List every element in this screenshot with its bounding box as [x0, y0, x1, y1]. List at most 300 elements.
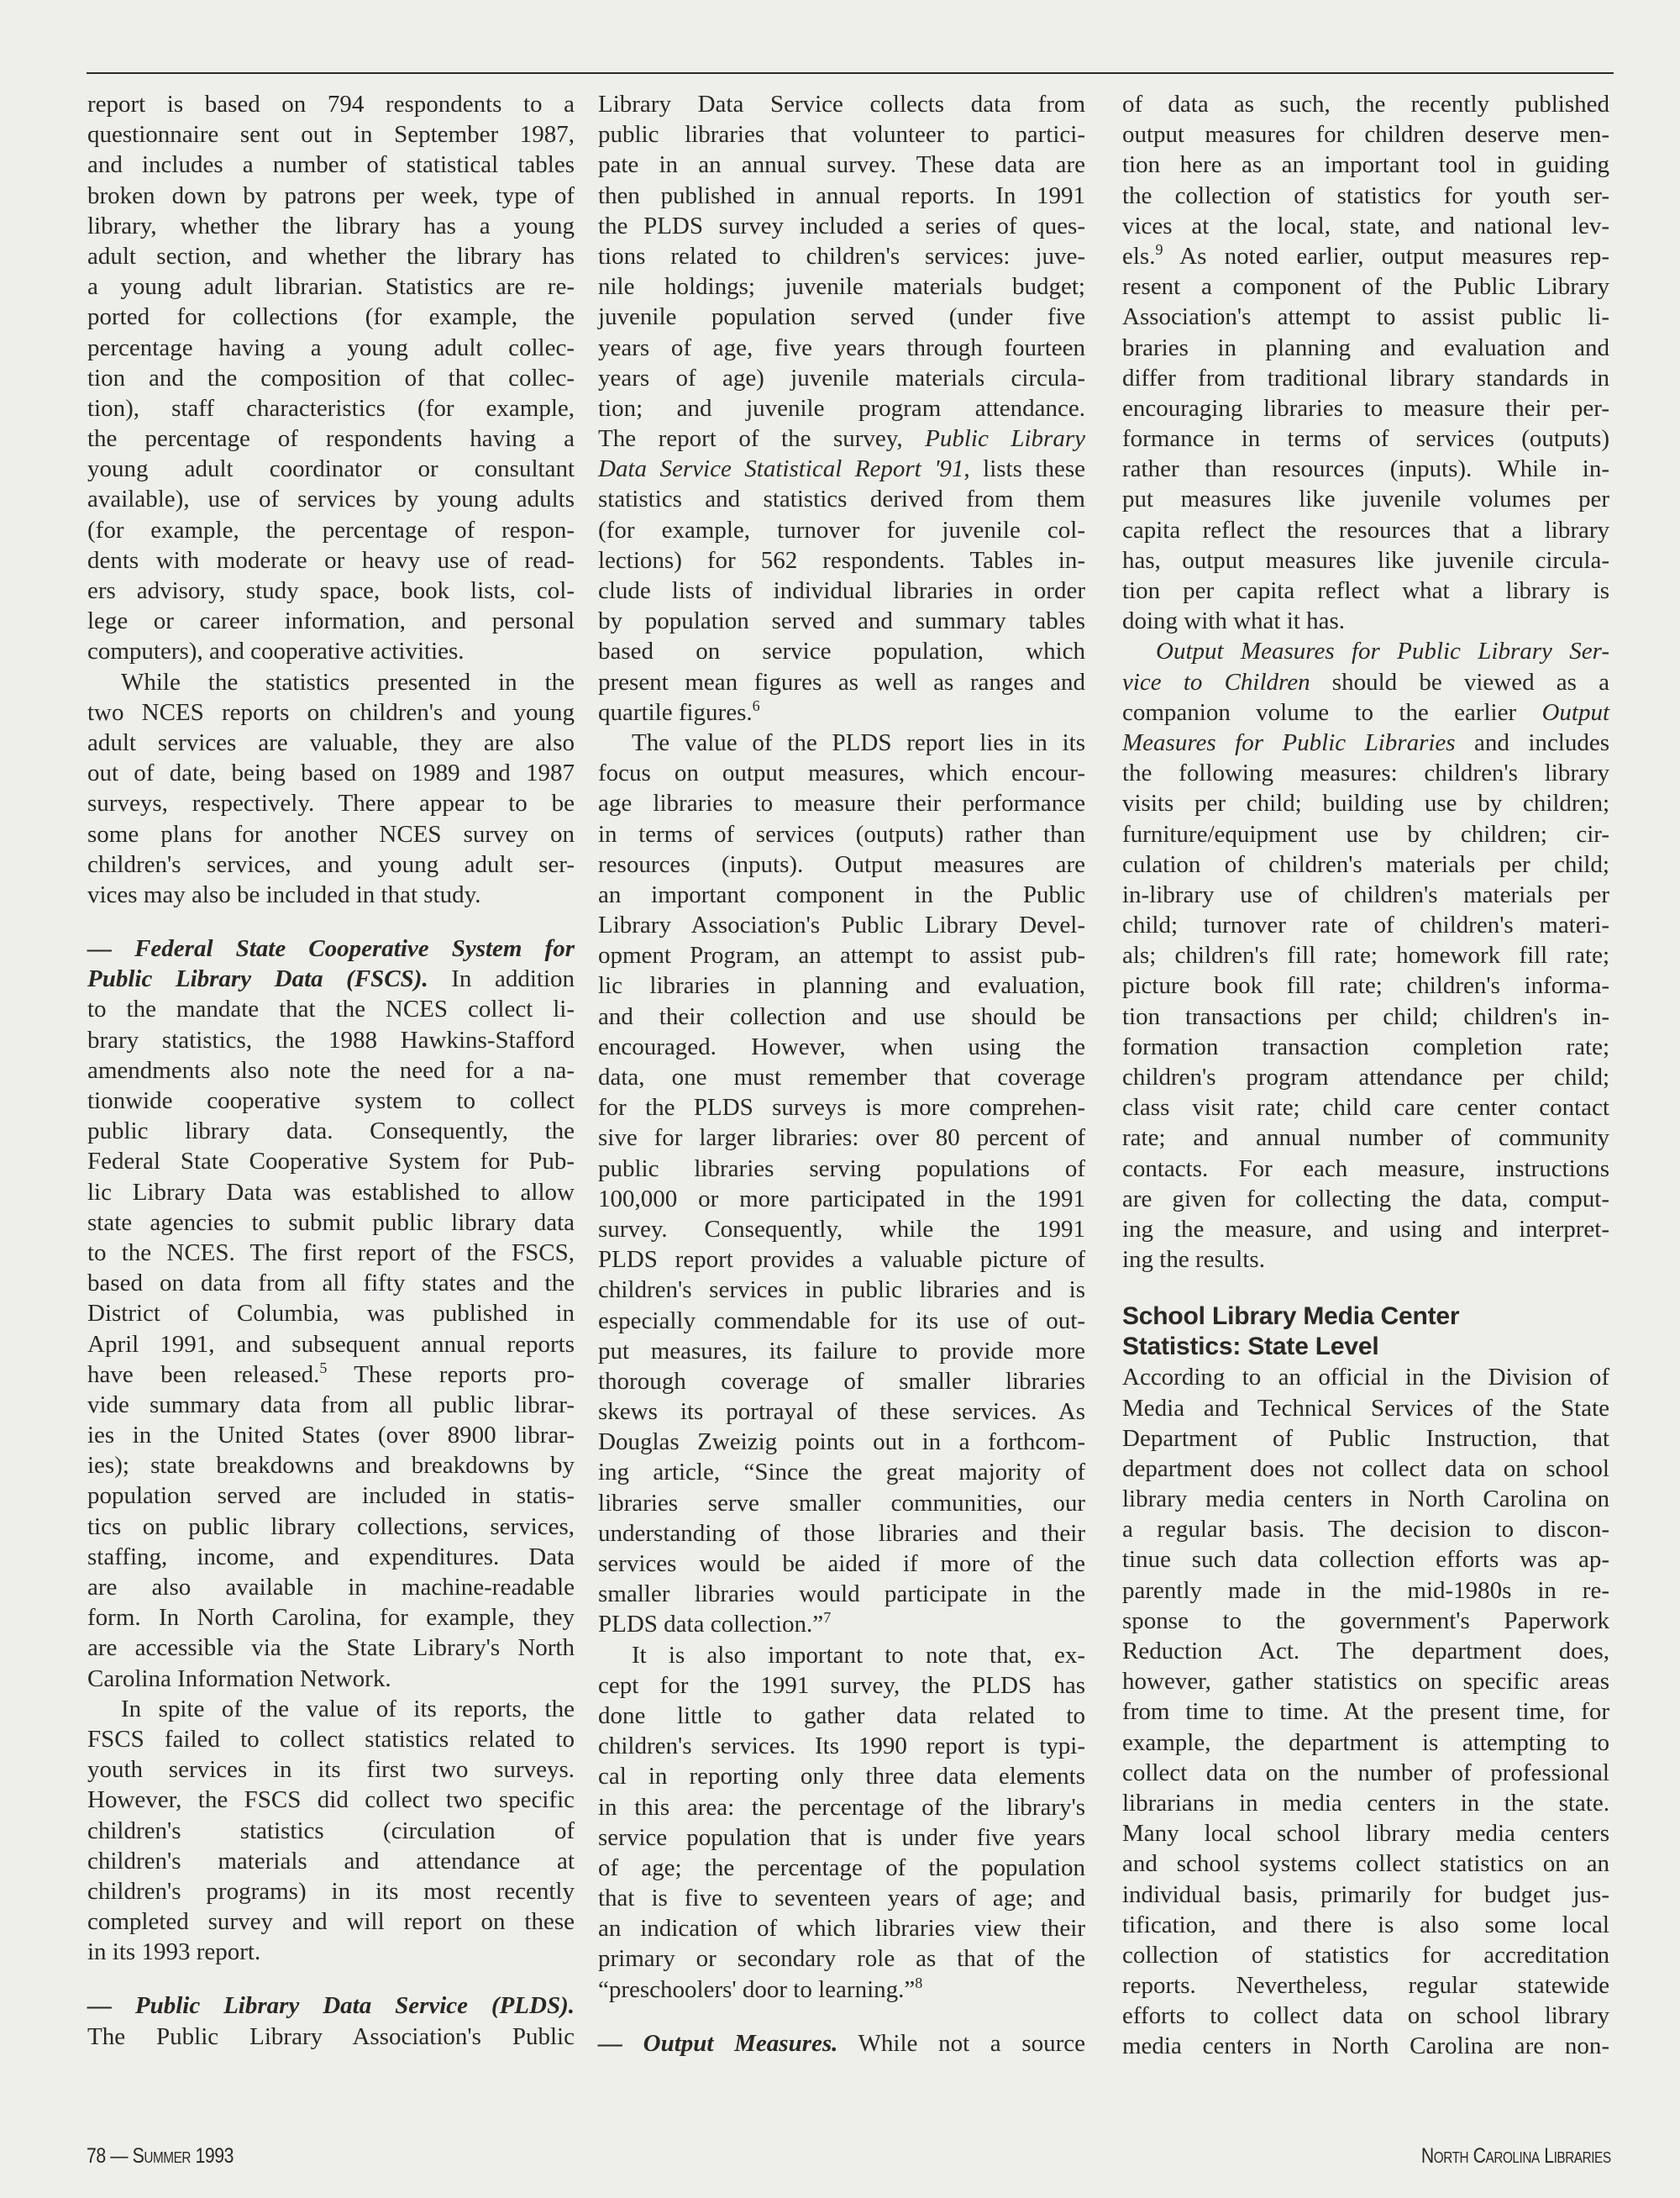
text-line — [87, 788, 575, 818]
text-line — [1122, 2031, 1609, 2061]
text-line — [1122, 181, 1609, 211]
body-text: done little to gather data related to — [598, 1701, 1085, 1729]
body-text: are also available in machine-readable — [87, 1574, 575, 1601]
body-text: adult section, and whether the library has — [87, 242, 575, 270]
body-text: In addition — [428, 965, 575, 993]
text-line — [1122, 1362, 1609, 1392]
body-text: form. In North Carolina, for example, they — [87, 1604, 575, 1632]
body-text: ported for collections (for example, the — [87, 303, 575, 331]
body-text: Media and Technical Services of the State — [1122, 1394, 1609, 1422]
text-line — [1122, 241, 1609, 271]
text-line — [598, 1488, 1085, 1518]
body-text: juvenile population served (under five — [598, 303, 1085, 331]
body-text: PLDS data collection.” — [598, 1611, 824, 1638]
body-text: age libraries to measure their performance — [598, 790, 1085, 818]
body-text: librarians in media centers in the state. — [1122, 1789, 1609, 1817]
text-line — [87, 484, 575, 514]
body-text: data, one must remember that coverage — [598, 1064, 1085, 1091]
body-text: are given for collecting the data, comput- — [1122, 1185, 1609, 1212]
body-text: and includes — [1455, 728, 1610, 756]
body-text: children's services. Its 1990 report is typi- — [598, 1733, 1085, 1760]
text-line — [87, 1146, 575, 1176]
body-text: resent a component of the Public Library — [1122, 273, 1609, 301]
text-line — [598, 1123, 1085, 1153]
body-text: report is based on 794 respondents to a — [87, 91, 575, 118]
body-text: an important component in the Public — [598, 881, 1085, 908]
footer-page-issue: 78 — Summer 1993 — [87, 2144, 234, 2168]
text-line — [598, 940, 1085, 970]
text-line — [598, 393, 1085, 423]
text-line — [1122, 1696, 1609, 1727]
top-rule — [87, 72, 1614, 74]
paragraph — [1122, 636, 1609, 1275]
body-text: public libraries that volunteer to partici- — [598, 121, 1085, 149]
body-text: differ from traditional library standards in — [1122, 364, 1609, 392]
footnote-reference: 8 — [915, 1974, 923, 1991]
body-text: encouraged. However, when using the — [598, 1033, 1085, 1060]
body-text: tion; and juvenile program attendance. — [598, 394, 1085, 422]
body-text: services would be aided if more of the — [598, 1550, 1085, 1577]
italic-text: Measures for Public Libraries — [1122, 728, 1456, 756]
text-column-3 — [1122, 89, 1609, 2062]
text-line — [87, 636, 575, 666]
body-text: children's materials and attendance at — [87, 1847, 575, 1875]
body-text: Federal State Cooperative System for Pub- — [87, 1148, 575, 1175]
text-line — [598, 181, 1085, 211]
body-text: rather than resources (inputs). While in- — [1122, 455, 1609, 483]
body-text: The report of the survey, — [598, 425, 926, 453]
bold-italic-heading: — Public Library Data Service (PLDS). — [87, 1992, 575, 2020]
text-line — [598, 970, 1085, 1001]
body-text: library media centers in North Carolina on — [1122, 1485, 1609, 1513]
text-line — [87, 667, 575, 697]
text-line — [87, 728, 575, 758]
text-line — [87, 1816, 575, 1846]
body-text: an indication of which libraries view their — [598, 1915, 1085, 1943]
text-line — [87, 1785, 575, 1815]
bold-italic-heading: — Federal State Cooperative System for — [87, 935, 575, 963]
body-text: years of age) juvenile materials circula- — [598, 364, 1085, 392]
section-heading-line: School Library Media Center — [1122, 1302, 1460, 1331]
text-line — [87, 545, 575, 576]
text-line — [598, 454, 1085, 484]
footnote-reference: 5 — [319, 1359, 328, 1376]
body-text: are accessible via the State Library's North — [87, 1634, 575, 1662]
text-line — [598, 1032, 1085, 1062]
text-line — [87, 1602, 575, 1633]
italic-text: Output — [1541, 698, 1609, 726]
text-line — [87, 1238, 575, 1268]
text-line — [87, 1937, 575, 1967]
paragraph — [87, 1694, 575, 1968]
body-text: thorough coverage of smaller libraries — [598, 1367, 1085, 1395]
text-line — [598, 788, 1085, 818]
text-line — [87, 454, 575, 484]
body-text: As noted earlier, output measures rep- — [1163, 242, 1609, 270]
body-text: tion transactions per child; children's in- — [1122, 1002, 1609, 1030]
text-line — [87, 964, 575, 994]
text-line — [1122, 1575, 1609, 1606]
body-text: Library Data Service collects data from — [598, 91, 1085, 118]
text-line — [87, 933, 575, 964]
body-text: out of date, being based on 1989 and 1987 — [87, 760, 575, 787]
body-text: of data as such, the recently published — [1122, 91, 1609, 118]
text-line — [598, 150, 1085, 180]
italic-text: Data Service Statistical Report '91 — [598, 455, 964, 483]
body-text: adult services are valuable, they are also — [87, 728, 575, 756]
body-text: lege or career information, and personal — [87, 607, 575, 635]
text-line — [598, 910, 1085, 940]
paragraph — [1122, 1362, 1609, 2061]
body-text: years of age, five years through fourteen — [598, 334, 1085, 361]
body-text: survey. Consequently, while the 1991 — [598, 1215, 1085, 1243]
body-text: that is five to seventeen years of age; and — [598, 1885, 1085, 1912]
text-line — [598, 484, 1085, 514]
italic-text: vice to Children — [1122, 668, 1310, 696]
body-text: vices at the local, state, and national lev- — [1122, 212, 1609, 239]
text-line — [87, 1542, 575, 1572]
text-line — [1122, 1393, 1609, 1423]
body-text: lic Library Data was established to allow — [87, 1178, 575, 1206]
body-text: the collection of statistics for youth ser- — [1122, 181, 1609, 209]
body-text: population served are included in statis- — [87, 1482, 575, 1510]
body-text: and includes a number of statistical tables — [87, 151, 575, 179]
text-line — [87, 1329, 575, 1359]
body-text: available), use of services by young adults — [87, 486, 575, 513]
text-line — [598, 1275, 1085, 1305]
body-text: efforts to collect data on school library — [1122, 2002, 1609, 2030]
body-text: Many local school library media centers — [1122, 1820, 1609, 1848]
text-line — [1122, 1910, 1609, 1940]
text-line — [87, 1633, 575, 1663]
text-line — [598, 515, 1085, 545]
body-text: quartile figures. — [598, 698, 753, 726]
text-line — [1122, 1184, 1609, 1214]
body-text: percentage having a young adult collec- — [87, 334, 575, 361]
footnote-reference: 9 — [1155, 240, 1163, 258]
text-line — [1122, 1423, 1609, 1454]
text-line — [1122, 910, 1609, 940]
body-text: While not a source — [837, 2029, 1086, 2057]
body-text: pate in an annual survey. These data are — [598, 151, 1085, 179]
body-text: ies in the United States (over 8900 librar- — [87, 1422, 575, 1449]
text-line — [1122, 484, 1609, 514]
text-line — [1122, 880, 1609, 910]
text-line — [87, 1055, 575, 1086]
body-text: ing the results. — [1122, 1246, 1265, 1274]
body-text: furniture/equipment use by children; cir- — [1122, 820, 1609, 848]
bold-italic-heading: Public Library Data (FSCS). — [87, 965, 428, 993]
text-line — [87, 271, 575, 302]
body-text: questionnaire sent out in September 1987, — [87, 121, 575, 149]
text-line — [1122, 363, 1609, 393]
body-text: According to an official in the Division of — [1122, 1364, 1609, 1391]
body-text: two NCES reports on children's and young — [87, 698, 575, 726]
body-text: companion volume to the earlier — [1122, 698, 1542, 726]
body-text: Department of Public Instruction, that — [1122, 1424, 1609, 1452]
body-text: lections) for 562 respondents. Tables in- — [598, 546, 1085, 574]
body-text: collection of statistics for accreditation — [1122, 1941, 1609, 1969]
text-line — [1122, 1758, 1609, 1788]
text-line — [598, 1214, 1085, 1244]
text-line — [1122, 636, 1609, 666]
text-line — [1122, 940, 1609, 970]
body-text: These reports pro- — [327, 1360, 575, 1388]
text-line — [1122, 1244, 1609, 1275]
text-line — [87, 119, 575, 150]
italic-text: Public Library — [925, 425, 1085, 453]
body-text: and their collection and use should be — [598, 1002, 1085, 1030]
body-text: put measures like juvenile volumes per — [1122, 486, 1609, 513]
text-line — [87, 1268, 575, 1298]
text-line — [1122, 1484, 1609, 1514]
text-line — [1122, 1454, 1609, 1484]
body-text: output measures for children deserve men- — [1122, 121, 1609, 149]
body-text: The Public Library Association's Public — [87, 2022, 575, 2050]
body-text: els. — [1122, 242, 1156, 270]
body-text: completed survey and will report on these — [87, 1908, 575, 1936]
body-text: It is also important to note that, ex- — [632, 1641, 1085, 1669]
paragraph — [598, 2028, 1085, 2059]
body-text: tification, and there is also some local — [1122, 1911, 1609, 1938]
body-text: tics on public library collections, services, — [87, 1512, 575, 1540]
text-line — [598, 1184, 1085, 1214]
text-line — [87, 1906, 575, 1937]
text-line — [598, 880, 1085, 910]
text-line — [598, 1427, 1085, 1457]
body-text: tions related to children's services: juve- — [598, 242, 1085, 270]
text-line — [598, 89, 1085, 119]
body-text: library, whether the library has a young — [87, 212, 575, 239]
text-line — [598, 1092, 1085, 1123]
body-text: some plans for another NCES survey on — [87, 820, 575, 848]
body-text: statistics and statistics derived from them — [598, 486, 1085, 513]
text-line — [1122, 150, 1609, 180]
body-text: a young adult librarian. Statistics are re- — [87, 273, 575, 301]
text-line — [87, 181, 575, 211]
text-line — [87, 393, 575, 423]
paragraph — [87, 667, 575, 911]
body-text: tion per capita reflect what a library is — [1122, 577, 1609, 604]
text-line — [1122, 423, 1609, 454]
text-line — [1122, 1062, 1609, 1092]
text-line — [598, 606, 1085, 636]
text-line — [1122, 788, 1609, 818]
text-line — [1122, 1940, 1609, 1970]
text-line — [1122, 393, 1609, 423]
body-text: in-library use of children's materials per — [1122, 881, 1609, 908]
text-line — [598, 1336, 1085, 1366]
body-text: public library data. Consequently, the — [87, 1117, 575, 1145]
body-text: the following measures: children's library — [1122, 760, 1609, 787]
body-text: class visit rate; child care center contact — [1122, 1094, 1609, 1122]
body-text: the percentage of respondents having a — [87, 425, 575, 453]
body-text: especially commendable for its use of out- — [598, 1307, 1085, 1334]
text-line — [1122, 1788, 1609, 1818]
body-text: in its 1993 report. — [87, 1938, 261, 1966]
body-text: the PLDS survey included a series of ques- — [598, 212, 1085, 239]
text-line — [87, 1450, 575, 1480]
text-line — [598, 1975, 1085, 2005]
body-text: ers advisory, study space, book lists, col- — [87, 577, 575, 604]
text-line — [1122, 1123, 1609, 1153]
paragraph — [87, 1990, 575, 2051]
body-text: individual basis, primarily for budget jus- — [1122, 1880, 1609, 1908]
body-text: should be viewed as a — [1310, 668, 1609, 696]
body-text: children's services, and young adult ser- — [87, 850, 575, 878]
body-text: however, gather statistics on specific areas — [1122, 1668, 1609, 1696]
body-text: young adult coordinator or consultant — [87, 455, 575, 483]
text-line — [1122, 1727, 1609, 1758]
text-line — [1122, 1032, 1609, 1062]
body-text: in this area: the percentage of the library's — [598, 1793, 1085, 1821]
body-text: have been released. — [87, 1360, 320, 1388]
body-text: primary or secondary role as that of the — [598, 1945, 1085, 1973]
body-text: formation transaction completion rate; — [1122, 1033, 1609, 1060]
text-line — [598, 1457, 1085, 1487]
text-line — [598, 1853, 1085, 1883]
text-line — [598, 1062, 1085, 1092]
text-line — [598, 667, 1085, 697]
text-line — [598, 1244, 1085, 1275]
text-line — [1122, 728, 1609, 758]
body-text: vices may also be included in that study. — [87, 881, 481, 908]
body-text: collect data on the number of professional — [1122, 1759, 1609, 1786]
body-text: tion), staff characteristics (for example, — [87, 394, 575, 422]
body-text: nile holdings; juvenile materials budget; — [598, 273, 1085, 301]
body-text: amendments also note the need for a na- — [87, 1056, 575, 1084]
text-line — [598, 1701, 1085, 1731]
text-line — [87, 880, 575, 910]
text-line — [598, 849, 1085, 880]
text-line — [598, 1822, 1085, 1853]
body-text: in terms of services (outputs) rather than — [598, 820, 1085, 848]
body-text: media centers in North Carolina are non- — [1122, 2032, 1609, 2060]
text-line — [87, 697, 575, 728]
paragraph — [87, 89, 575, 667]
text-line — [87, 758, 575, 788]
body-text: skews its portrayal of these services. As — [598, 1398, 1085, 1426]
body-text: cept for the 1991 survey, the PLDS has — [598, 1671, 1085, 1699]
body-text: children's services in public libraries and is — [598, 1276, 1085, 1304]
body-text: children's programs) in its most recently — [87, 1877, 575, 1905]
body-text: tion and the composition of that collec- — [87, 364, 575, 392]
body-text: visits per child; building use by children; — [1122, 790, 1609, 818]
text-line — [598, 1549, 1085, 1579]
body-text: District of Columbia, was published in — [87, 1300, 575, 1328]
text-line — [598, 636, 1085, 666]
text-line — [598, 1761, 1085, 1791]
text-line — [87, 819, 575, 849]
text-line — [598, 1792, 1085, 1822]
text-line — [1122, 1002, 1609, 1032]
body-text: department does not collect data on school — [1122, 1454, 1609, 1482]
body-text: a regular basis. The decision to discon- — [1122, 1516, 1609, 1543]
text-line — [1122, 1544, 1609, 1575]
body-text: to the mandate that the NCES collect li- — [87, 996, 575, 1023]
paragraph — [598, 1640, 1085, 2005]
text-line — [1122, 970, 1609, 1001]
body-text: doing with what it has. — [1122, 607, 1346, 635]
text-line — [1122, 697, 1609, 728]
text-line — [598, 1306, 1085, 1336]
paragraph — [87, 933, 575, 1694]
text-line — [598, 1640, 1085, 1670]
body-text: braries in planning and evaluation and — [1122, 334, 1609, 361]
text-line — [598, 819, 1085, 849]
text-line — [1122, 1514, 1609, 1544]
text-line — [598, 758, 1085, 788]
text-line — [598, 119, 1085, 150]
body-text: lic libraries in planning and evaluation, — [598, 972, 1085, 1000]
body-text: (for example, the percentage of respon- — [87, 516, 575, 544]
text-line — [1122, 1880, 1609, 1910]
footnote-reference: 6 — [752, 697, 760, 714]
text-line — [598, 728, 1085, 758]
text-line — [1122, 1818, 1609, 1848]
text-line — [598, 1154, 1085, 1184]
text-line — [598, 363, 1085, 393]
body-text: parently made in the mid-1980s in re- — [1122, 1576, 1609, 1604]
body-text: Association's attempt to assist public li- — [1122, 303, 1609, 331]
text-line — [87, 1846, 575, 1876]
text-line — [87, 1298, 575, 1328]
body-text: broken down by patrons per week, type of — [87, 181, 575, 209]
text-line — [598, 1731, 1085, 1761]
text-line — [87, 363, 575, 393]
body-text: by population served and summary tables — [598, 607, 1085, 635]
body-text: children's program attendance per child; — [1122, 1064, 1609, 1091]
text-line — [87, 1207, 575, 1238]
body-text: opment Program, an attempt to assist pub- — [598, 942, 1085, 970]
text-line — [1122, 1214, 1609, 1244]
text-line — [598, 423, 1085, 454]
text-line — [87, 1724, 575, 1754]
body-text: understanding of those libraries and their — [598, 1519, 1085, 1547]
text-line — [87, 994, 575, 1024]
body-text: April 1991, and subsequent annual reports — [87, 1330, 575, 1358]
text-line — [87, 1420, 575, 1450]
text-line — [87, 423, 575, 454]
text-line — [1122, 333, 1609, 363]
body-text: child; turnover rate of children's materi- — [1122, 912, 1609, 939]
text-line — [87, 1572, 575, 1602]
body-text: sponse to the government's Paperwork — [1122, 1606, 1609, 1634]
body-text: from time to time. At the present time, for — [1122, 1698, 1609, 1726]
body-text: ing the measure, and using and interpret- — [1122, 1215, 1609, 1243]
body-text: and school systems collect statistics on an — [1122, 1850, 1609, 1878]
body-text: contacts. For each measure, instructions — [1122, 1154, 1609, 1182]
body-text: vide summary data from all public librar- — [87, 1391, 575, 1418]
body-text: based on data from all fifty states and the — [87, 1270, 575, 1297]
text-line — [87, 1754, 575, 1785]
text-line — [87, 1116, 575, 1146]
body-text: clude lists of individual libraries in order — [598, 577, 1085, 604]
text-line — [598, 697, 1085, 728]
text-line — [87, 1694, 575, 1724]
text-line — [1122, 819, 1609, 849]
text-line — [1122, 2001, 1609, 2031]
body-text: has, output measures like juvenile circula- — [1122, 546, 1609, 574]
text-line — [598, 545, 1085, 576]
text-line — [87, 211, 575, 241]
footnote-reference: 7 — [823, 1609, 832, 1627]
text-line — [1122, 211, 1609, 241]
body-text: The value of the PLDS report lies in its — [632, 728, 1085, 756]
body-text: FSCS failed to collect statistics related to — [87, 1725, 575, 1753]
text-line — [598, 1609, 1085, 1639]
text-line — [598, 576, 1085, 606]
